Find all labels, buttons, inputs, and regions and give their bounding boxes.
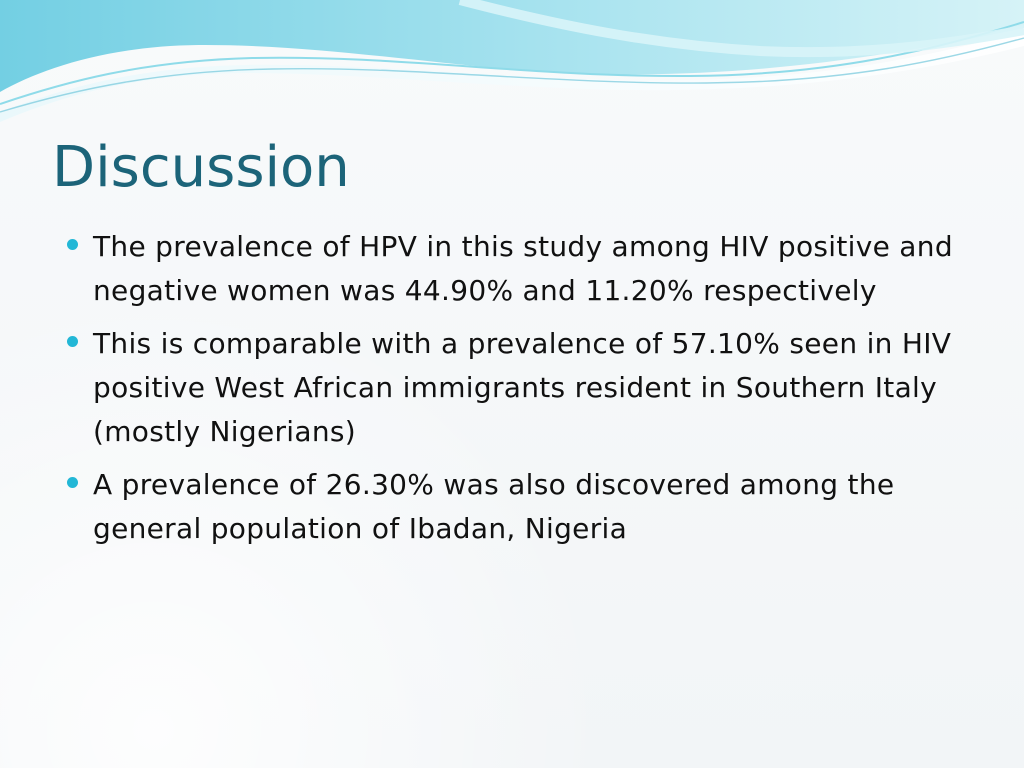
bullet-text: A prevalence of 26.30% was also discovered among the general population of Ibadan, Nigeria: [93, 468, 895, 545]
slide-title: Discussion: [52, 135, 350, 200]
bullet-text: This is comparable with a prevalence of 57.10% seen in HIV positive West African immigrants resident in Southern Italy (mostly Nigerians): [93, 327, 952, 448]
bullet-item: [66, 225, 956, 313]
bullet-point-icon: [67, 477, 78, 488]
bullet-item: [66, 463, 956, 551]
bullet-text: The prevalence of HPV in this study among HIV positive and negative women was 44.90% and 11.20% respectively: [93, 230, 953, 307]
header-wave-decoration: [0, 0, 1024, 125]
bullet-point-icon: [67, 239, 78, 250]
bullet-list: [66, 225, 956, 560]
bullet-point-icon: [67, 336, 78, 347]
bullet-item: [66, 322, 956, 454]
